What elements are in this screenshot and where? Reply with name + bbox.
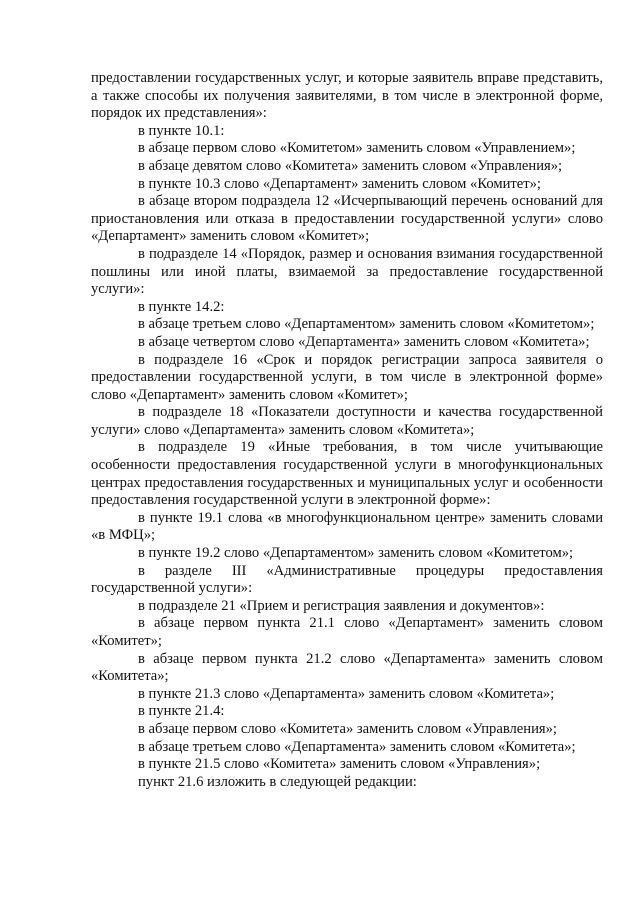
paragraph-2: в абзаце первом слово «Комитетом» заменить словом «Управлением»; xyxy=(138,140,576,157)
paragraph-0: предоставлении государственных услуг, и которые заявитель вправе представить, а также способы их получения заявителями, в том числе в электронной форме, порядок их представления»: xyxy=(91,70,603,122)
paragraph-17: в абзаце первом пункта 21.1 слово «Департамент» заменить словом «Комитет»; xyxy=(91,615,603,649)
paragraph-19: в пункте 21.3 слово «Департамента» заменить словом «Комитета»; xyxy=(138,685,555,702)
paragraph-14: в пункте 19.2 слово «Департаментом» заменить словом «Комитетом»; xyxy=(138,545,574,562)
paragraph-1: в пункте 10.1: xyxy=(138,122,225,139)
paragraph-6: в подразделе 14 «Порядок, размер и основания взимания государственной пошлины или иной платы, взимаемой за предоставление государственной услуги»: xyxy=(91,245,603,298)
paragraph-22: в абзаце третьем слово «Департамента» заменить словом «Комитета»; xyxy=(138,738,576,755)
paragraph-21: в абзаце первом слово «Комитета» заменить словом «Управления»; xyxy=(138,720,557,737)
paragraph-4: в пункте 10.3 слово «Департамент» заменить словом «Комитет»; xyxy=(138,175,541,192)
paragraph-11: в подразделе 18 «Показатели доступности и качества государственной услуги» слово «Департамента» заменить словом «Комитета»; xyxy=(91,404,603,438)
paragraph-9: в абзаце четвертом слово «Департамента» заменить словом «Комитета»; xyxy=(138,333,590,350)
paragraph-24: пункт 21.6 изложить в следующей редакции: xyxy=(138,773,417,790)
paragraph-10: в подразделе 16 «Срок и порядок регистрации запроса заявителя о предоставлении государственной услуги, в том числе в электронной форме» слово «Департамент» заменить словом «Комитет»; xyxy=(91,351,603,403)
paragraph-8: в абзаце третьем слово «Департаментом» заменить словом «Комитетом»; xyxy=(138,316,595,333)
paragraph-13: в пункте 19.1 слова «в многофункциональном центре» заменить словами «в МФЦ»; xyxy=(91,509,603,544)
paragraph-3: в абзаце девятом слово «Комитета» заменить словом «Управления»; xyxy=(138,157,563,174)
document-page xyxy=(91,70,603,791)
paragraph-16: в подразделе 21 «Прием и регистрация заявления и документов»: xyxy=(138,597,545,614)
paragraph-5: в абзаце втором подраздела 12 «Исчерпывающий перечень оснований для приостановления или отказа в предоставлении государственной услуги» слово «Департамент» заменить словом «Комитет»; xyxy=(91,193,603,245)
paragraph-15: в разделе III «Административные процедуры предоставления государственной услуги»: xyxy=(91,562,603,597)
paragraph-20: в пункте 21.4: xyxy=(138,703,225,720)
paragraph-7: в пункте 14.2: xyxy=(138,298,225,315)
paragraph-18: в абзаце первом пункта 21.2 слово «Департамента» заменить словом «Комитета»; xyxy=(91,650,603,685)
paragraph-23: в пункте 21.5 слово «Комитета» заменить словом «Управления»; xyxy=(138,756,541,773)
paragraph-12: в подразделе 19 «Иные требования, в том числе учитывающие особенности предоставления государственной услуги в многофункциональных центрах предоставления государственных и муниципальных услуг и особенности предоставления государственной услуги в электронной форме»: xyxy=(91,439,603,509)
